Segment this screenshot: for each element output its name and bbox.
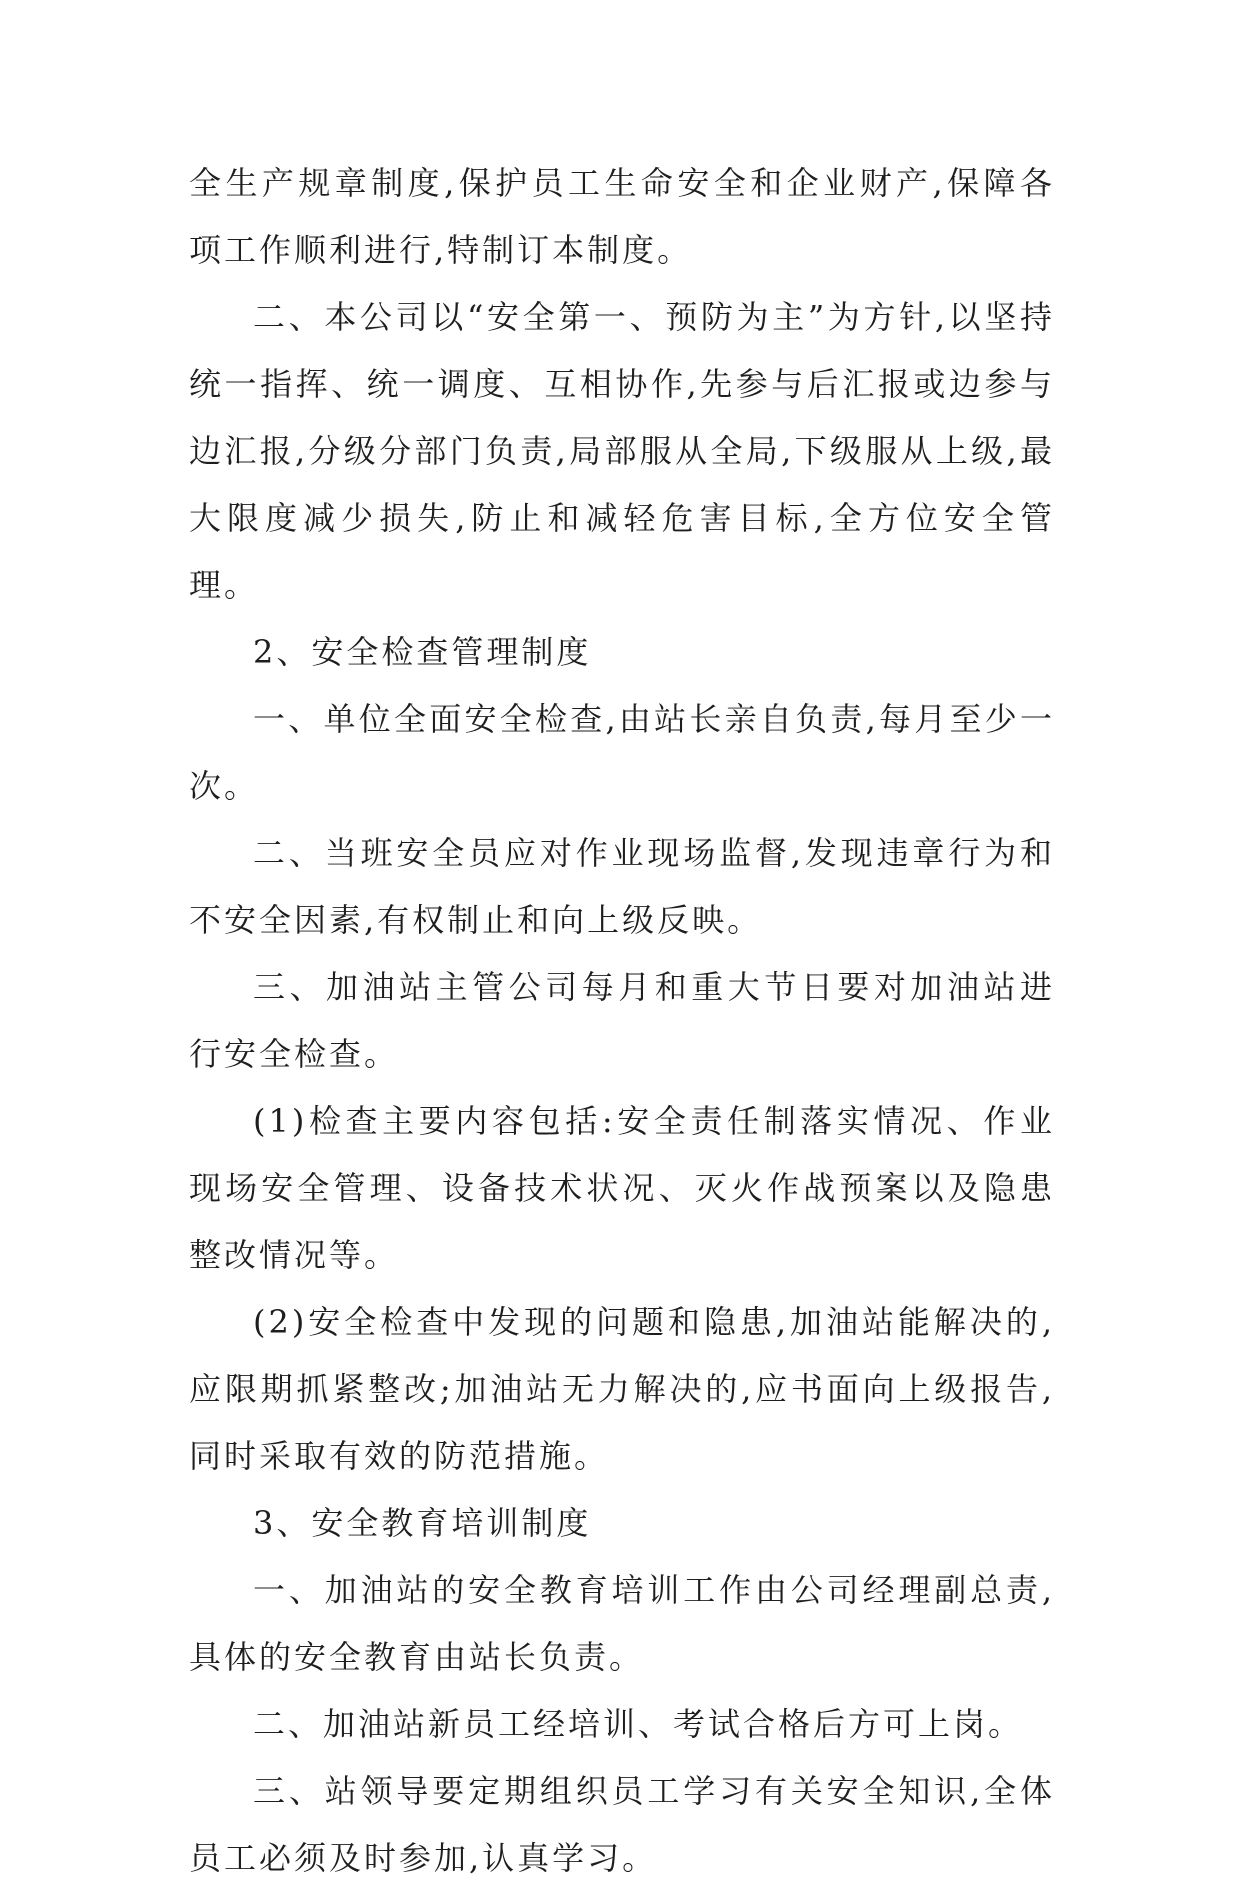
paragraph-inspection-3: 三、加油站主管公司每月和重大节日要对加油站进行安全检查。 [189, 968, 1055, 1073]
paragraph-policy-principle: 二、本公司以“安全第一、预防为主”为方针,以坚持统一指挥、统一调度、互相协作,先参与后汇报或边参与边汇报,分级分部门负责,局部服从全局,下级服从上级,最大限度减少损失,防止和减轻危害目标,全方位安全管理。 [189, 298, 1055, 604]
section-heading-safety-training: 3、安全教育培训制度 [253, 1504, 592, 1542]
paragraph-training-2: 二、加油站新员工经培训、考试合格后方可上岗。 [253, 1705, 1024, 1743]
paragraph-training-1: 一、加油站的安全教育培训工作由公司经理副总责,具体的安全教育由站长负责。 [189, 1571, 1055, 1676]
paragraph-continuation: 全生产规章制度,保护员工生命安全和企业财产,保障各项工作顺利进行,特制订本制度。 [189, 164, 1055, 269]
paragraph-inspection-item-2: (2)安全检查中发现的问题和隐患,加油站能解决的,应限期抓紧整改;加油站无力解决的,应书面向上级报告,同时采取有效的防范措施。 [189, 1303, 1055, 1475]
paragraph-inspection-item-1: (1)检查主要内容包括:安全责任制落实情况、作业现场安全管理、设备技术状况、灭火作战预案以及隐患整改情况等。 [189, 1102, 1055, 1274]
paragraph-training-3: 三、站领导要定期组织员工学习有关安全知识,全体员工必须及时参加,认真学习。 [189, 1772, 1055, 1877]
document-body [189, 150, 1055, 1892]
paragraph-inspection-1: 一、单位全面安全检查,由站长亲自负责,每月至少一次。 [189, 700, 1055, 805]
section-heading-safety-inspection: 2、安全检查管理制度 [253, 633, 592, 671]
paragraph-inspection-2: 二、当班安全员应对作业现场监督,发现违章行为和不安全因素,有权制止和向上级反映。 [189, 834, 1055, 939]
